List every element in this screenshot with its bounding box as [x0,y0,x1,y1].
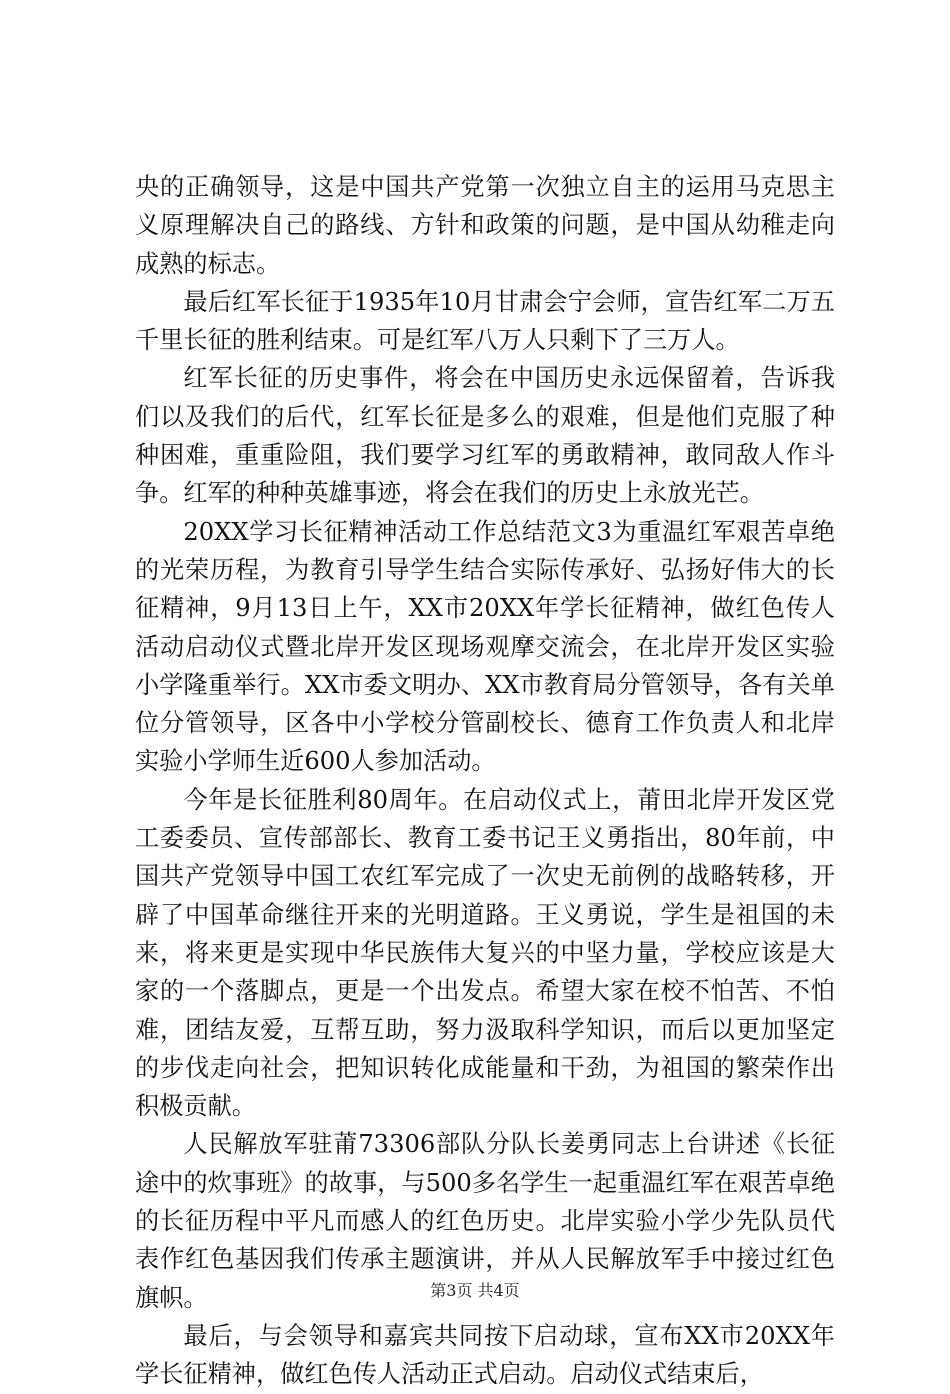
paragraph: 人民解放军驻莆73306部队分队长姜勇同志上台讲述《长征途中的炊事班》的故事，与500多名学生一起重温红军在艰苦卓绝的长征历程中平凡而感人的红色历史。北岸实验小学少先队员代表作红色基因我们传承主题演讲，并从人民解放军手中接过红色旗帜。 [135,1130,835,1312]
paragraph: 今年是长征胜利80周年。在启动仪式上，莆田北岸开发区党工委委员、宣传部部长、教育工委书记王义勇指出，80年前，中国共产党领导中国工农红军完成了一次史无前例的战略转移，开辟了中国革命继往开来的光明道路。王义勇说，学生是祖国的未来，将来更是实现中华民族伟大复兴的中坚力量，学校应该是大家的一个落脚点，更是一个出发点。希望大家在校不怕苦、不怕难，团结友爱，互帮互助，努力汲取科学知识，而后以更加坚定的步伐走向社会，把知识转化成能量和干劲，为祖国的繁荣作出积极贡献。 [135,785,835,1121]
document-body [135,168,835,1394]
paragraph: 红军长征的历史事件，将会在中国历史永远保留着，告诉我们以及我们的后代，红军长征是多么的艰难，但是他们克服了种种困难，重重险阻，我们要学习红军的勇敢精神，敢同敌人作斗争。红军的种种英雄事迹，将会在我们的历史上永放光芒。 [135,364,835,508]
paragraph: 最后，与会领导和嘉宾共同按下启动球，宣布XX市20XX年学长征精神，做红色传人活动正式启动。启动仪式结束后， [135,1321,835,1389]
page-number-footer: 第3页 共4页 [430,1281,520,1300]
paragraph-continuation: 央的正确领导，这是中国共产党第一次独立自主的运用马克思主义原理解决自己的路线、方针和政策的问题，是中国从幼稚走向成熟的标志。 [135,173,835,278]
paragraph: 最后红军长征于1935年10月甘肃会宁会师，宣告红军二万五千里长征的胜利结束。可是红军八万人只剩下了三万人。 [135,287,835,355]
paragraph: 20XX学习长征精神活动工作总结范文3为重温红军艰苦卓绝的光荣历程，为教育引导学生结合实际传承好、弘扬好伟大的长征精神，9月13日上午，XX市20XX年学长征精神，做红色传人活动启动仪式暨北岸开发区现场观摩交流会，在北岸开发区实验小学隆重举行。XX市委文明办、XX市教育局分管领导，各有关单位分管领导，区各中小学校分管副校长、德育工作负责人和北岸实验小学师生近600人参加活动。 [135,517,835,776]
